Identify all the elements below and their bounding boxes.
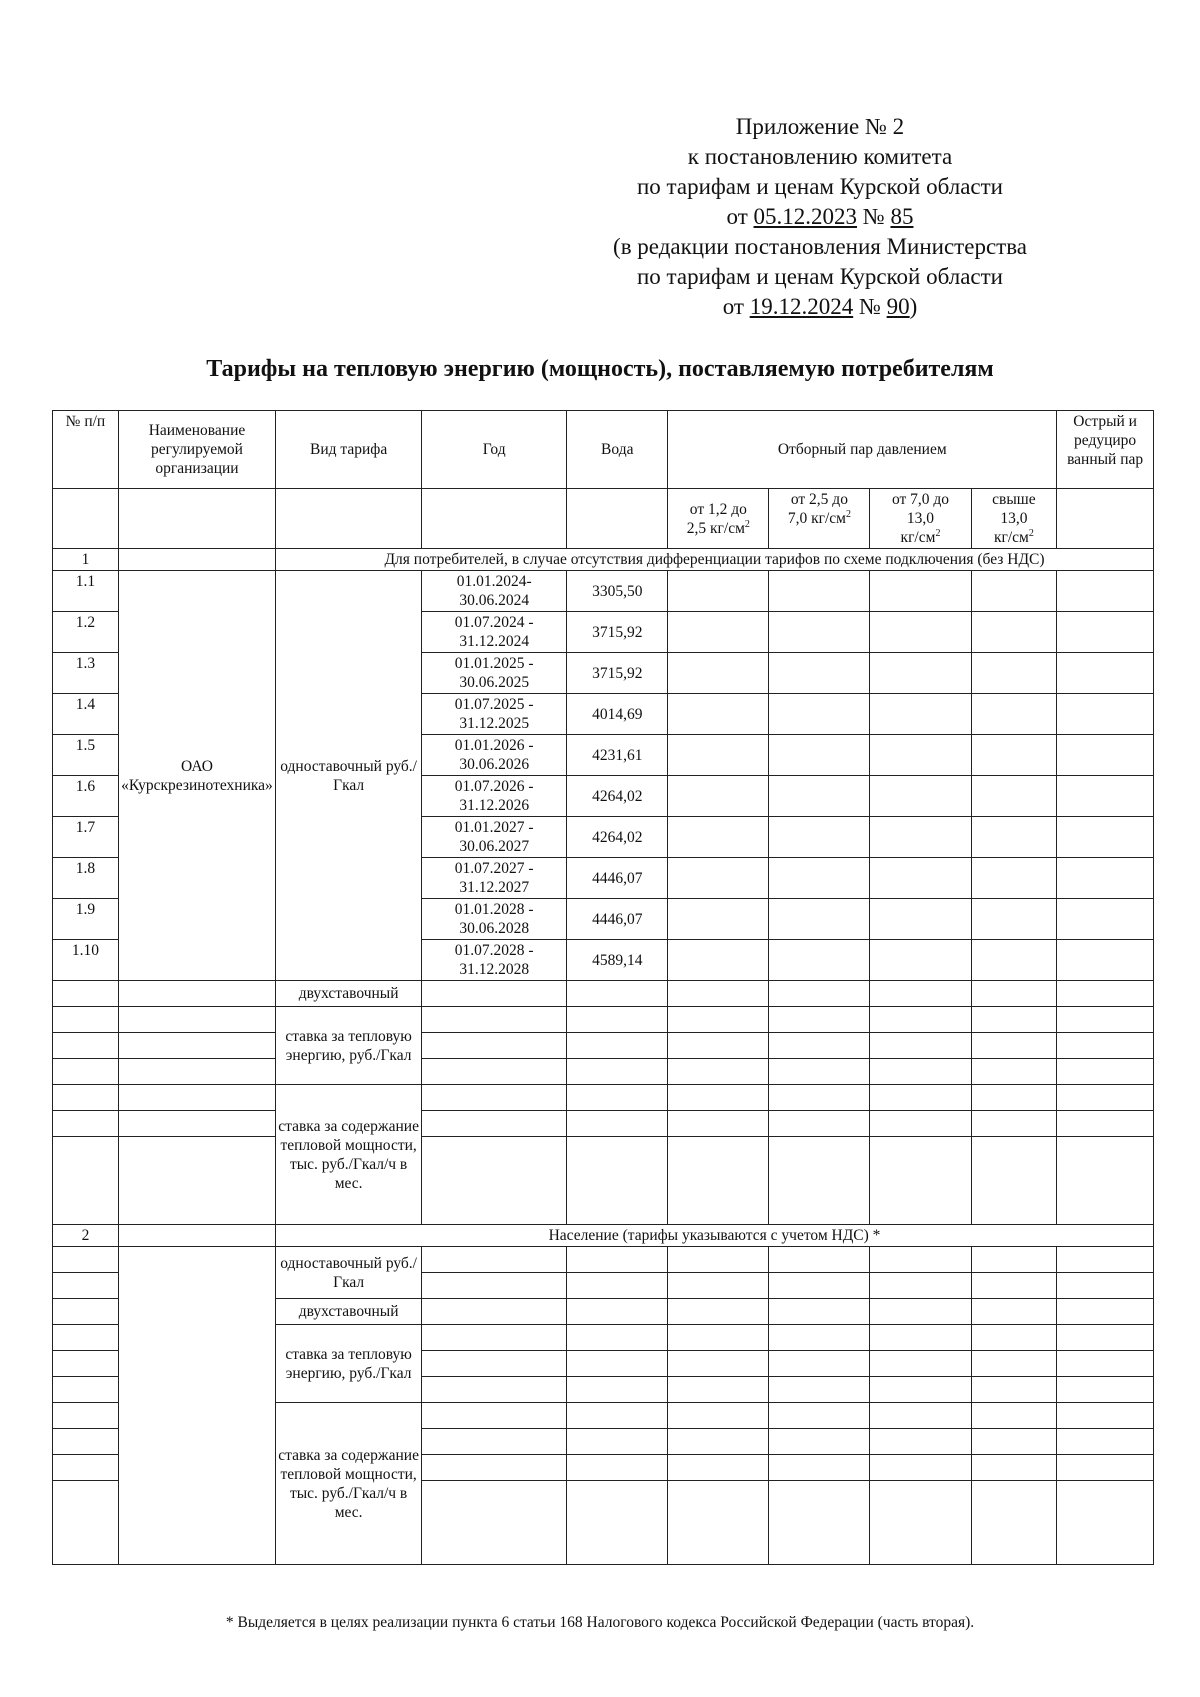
resolution-number: 85 <box>890 204 914 229</box>
header-line: к постановлению комитета <box>687 144 953 169</box>
header-year: Год <box>422 411 567 489</box>
table-row: 1.8 01.07.2027 - 31.12.2027 4446,07 <box>53 858 1154 899</box>
header-water: Вода <box>567 411 668 489</box>
table-row: 1.9 01.01.2028 - 30.06.2028 4446,07 <box>53 899 1154 940</box>
footnote: * Выделяется в целях реализации пункта 6 статьи 168 Налогового кодекса Российской Федерации (часть вторая). <box>225 1614 975 1631</box>
one-part-tariff: одноставочный руб./Гкал <box>276 1247 422 1299</box>
table-row: 1.5 01.01.2026 - 30.06.2026 4231,61 <box>53 735 1154 776</box>
table-row: 1.2 01.07.2024 - 31.12.2024 3715,92 <box>53 612 1154 653</box>
header-pressure-2: от 2,5 до 7,0 $кг/см^2$ <box>769 489 870 549</box>
header-line: по тарифам и ценам Курской области <box>637 174 1003 199</box>
table-row: 1.7 01.01.2027 - 30.06.2027 4264,02 <box>53 817 1154 858</box>
table-row: 1.4 01.07.2025 - 31.12.2025 4014,69 <box>53 694 1154 735</box>
table-row: 1.1 ОАО «Курскрезинотехника» одноставочный руб./Гкал 01.01.2024- 30.06.2024 3305,50 <box>53 571 1154 612</box>
table-row: 1.6 01.07.2026 - 31.12.2026 4264,02 <box>53 776 1154 817</box>
energy-rate: ставка за тепловую энергию, руб./Гкал <box>276 1007 422 1085</box>
section-num: 2 <box>53 1225 119 1247</box>
capacity-rate: ставка за содержание тепловой мощности, тыс. руб./Гкал/ч в мес. <box>276 1085 422 1225</box>
header-type: Вид тарифа <box>276 411 422 489</box>
amendment-number: 90 <box>886 294 910 319</box>
header-sharp-steam: Острый и редуциро ванный пар <box>1057 411 1154 489</box>
table-row <box>53 981 1154 1007</box>
table-row: 1.3 01.01.2025 - 30.06.2025 3715,92 <box>53 653 1154 694</box>
resolution-date: 05.12.2023 <box>753 204 858 229</box>
tariff-table <box>52 410 1154 1565</box>
appendix-number: Приложение № 2 <box>735 114 905 139</box>
two-part-tariff: двухставочный <box>276 981 422 1007</box>
header-pressure-1: от 1,2 до 2,5 $кг/см^2$ <box>668 489 769 549</box>
table-row: 1.10 01.07.2028 - 31.12.2028 4589,14 <box>53 940 1154 981</box>
resolution-ref: от 05.12.2023 № 85 <box>726 204 914 229</box>
page-title: Тарифы на тепловую энергию (мощность), поставляемую потребителям <box>206 356 994 382</box>
section-row <box>53 1225 1154 1247</box>
two-part-tariff: двухставочный <box>276 1299 422 1325</box>
header-steam: Отборный пар давлением <box>668 411 1057 489</box>
section-row <box>53 549 1154 571</box>
organization-name: ОАО «Курскрезинотехника» <box>118 571 275 981</box>
appendix-header <box>560 112 1080 322</box>
section-label: Население (тарифы указываются с учетом НДС) * <box>276 1225 1154 1247</box>
header-line: по тарифам и ценам Курской области <box>637 264 1003 289</box>
header-org: Наименование регулируемой организации <box>118 411 275 489</box>
amendment-ref: от 19.12.2024 № 90) <box>722 294 918 319</box>
amendment-date: 19.12.2024 <box>749 294 854 319</box>
header-line: (в редакции постановления Министерства <box>613 234 1027 259</box>
section-label: Для потребителей, в случае отсутствия дифференциации тарифов по схеме подключения (без НДС) <box>276 549 1154 571</box>
tariff-type: одноставочный руб./Гкал <box>276 571 422 981</box>
header-num: № п/п <box>53 411 119 489</box>
header-pressure-4: свыше 13,0 $кг/см^2$ <box>971 489 1057 549</box>
section-num: 1 <box>53 549 119 571</box>
header-pressure-3: от 7,0 до 13,0 $кг/см^2$ <box>870 489 971 549</box>
energy-rate: ставка за тепловую энергию, руб./Гкал <box>276 1325 422 1403</box>
capacity-rate: ставка за содержание тепловой мощности, тыс. руб./Гкал/ч в мес. <box>276 1403 422 1565</box>
